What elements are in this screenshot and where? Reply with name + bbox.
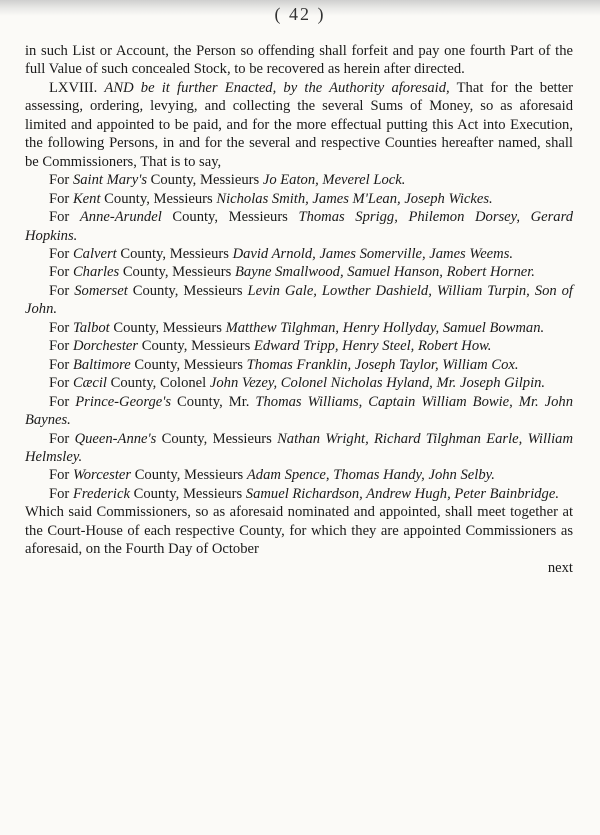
county-word: County,	[120, 245, 167, 262]
commissioner-list	[25, 171, 573, 503]
commissioner-title: Messieurs	[182, 485, 243, 502]
commissioner-entry	[25, 319, 573, 337]
commissioner-names: Jo Eaton, Meverel Lock.	[262, 172, 406, 189]
commissioner-title: Messieurs	[200, 172, 260, 189]
commissioner-entry	[25, 282, 573, 319]
commissioner-entry	[25, 337, 573, 355]
commissioner-title: Messieurs	[228, 209, 288, 226]
for-word: For	[49, 375, 70, 392]
county-word: County,	[110, 375, 157, 392]
for-word: For	[49, 282, 70, 299]
commissioner-title: Messieurs	[212, 430, 272, 447]
for-word: For	[49, 393, 70, 410]
commissioner-title: Messieurs	[162, 319, 222, 336]
commissioner-title: Messieurs	[172, 264, 232, 281]
section-paragraph	[25, 79, 573, 171]
county-word: County,	[172, 209, 219, 226]
county-word: County,	[122, 264, 169, 281]
county-name: Frederick	[72, 485, 130, 502]
page-number: ( 42 )	[274, 4, 326, 24]
commissioner-names: Matthew Tilghman, Henry Hollyday, Samuel Bowman.	[225, 319, 545, 336]
county-name: Cæcil	[72, 375, 107, 392]
county-word: County,	[134, 356, 181, 373]
county-word: County,	[132, 282, 179, 299]
for-word: For	[49, 485, 70, 502]
commissioner-entry	[25, 245, 573, 263]
commissioner-entry	[25, 171, 573, 189]
for-word: For	[49, 319, 70, 336]
for-word: For	[49, 172, 70, 189]
county-name: Somerset	[74, 282, 128, 299]
county-name: Talbot	[72, 319, 110, 336]
county-word: County,	[150, 172, 197, 189]
county-name: Worcester	[72, 467, 132, 484]
commissioner-names: Levin Gale, Lowther Dashield, William Turpin, Son of John.	[25, 282, 573, 318]
commissioner-title: Messieurs	[183, 282, 243, 299]
commissioner-title: Messieurs	[169, 245, 229, 262]
commissioner-title: Messieurs	[184, 467, 244, 484]
commissioner-entry	[25, 263, 573, 281]
commissioner-entry	[25, 374, 573, 392]
commissioner-names: Nathan Wright, Richard Tilghman Earle, William Helmsley.	[25, 430, 573, 465]
county-word: County,	[113, 319, 160, 336]
enacting-clause: AND be it further Enacted, by the Authority aforesaid,	[104, 79, 450, 96]
county-word: County,	[141, 338, 188, 355]
commissioner-names: Bayne Smallwood, Samuel Hanson, Robert Horner.	[235, 264, 535, 281]
document-page	[25, 42, 573, 577]
county-word: County,	[133, 485, 180, 502]
for-word: For	[49, 209, 70, 226]
commissioner-entry	[25, 430, 573, 467]
county-word: County,	[134, 467, 181, 484]
for-word: For	[49, 338, 70, 355]
for-word: For	[49, 356, 70, 373]
commissioner-title: Colonel	[160, 375, 207, 392]
county-word: County,	[161, 430, 208, 447]
commissioner-entry	[25, 485, 573, 503]
commissioner-names: Thomas Williams, Captain William Bowie, Mr. John Baynes.	[25, 393, 573, 429]
commissioner-names: Adam Spence, Thomas Handy, John Selby.	[246, 467, 495, 484]
commissioner-title: Messieurs	[153, 190, 213, 207]
commissioner-title: Messieurs	[183, 356, 243, 373]
closing-paragraph: Which said Commissioners, so as aforesaid nominated and appointed, shall meet together at the Court-House of each respective County, for which they are appointed Commissioners as aforesaid, on the Fourth Day of October	[25, 504, 573, 558]
commissioner-names: Edward Tripp, Henry Steel, Robert How.	[253, 338, 492, 355]
county-name: Saint Mary's	[72, 172, 147, 189]
commissioner-names: Thomas Franklin, Joseph Taylor, William Cox.	[246, 356, 519, 373]
county-name: Prince-George's	[75, 393, 172, 410]
commissioner-names: John Vezey, Colonel Nicholas Hyland, Mr. Joseph Gilpin.	[209, 375, 546, 392]
for-word: For	[49, 467, 70, 484]
commissioner-entry	[25, 393, 573, 430]
commissioner-names: Thomas Sprigg, Philemon Dorsey, Gerard Hopkins.	[25, 209, 574, 244]
county-name: Dorchester	[72, 338, 139, 355]
county-word: County,	[177, 393, 223, 410]
commissioner-entry	[25, 466, 573, 484]
for-word: For	[49, 430, 70, 447]
county-word: County,	[104, 190, 150, 207]
for-word: For	[49, 190, 70, 207]
for-word: For	[49, 245, 70, 262]
commissioner-title: Messieurs	[191, 338, 251, 355]
county-name: Queen-Anne's	[74, 430, 157, 447]
commissioner-entry	[25, 356, 573, 374]
commissioner-entry	[25, 208, 573, 245]
commissioner-names: Samuel Richardson, Andrew Hugh, Peter Bainbridge.	[245, 485, 559, 502]
for-word: For	[49, 264, 70, 281]
opening-paragraph: in such List or Account, the Person so offending shall forfeit and pay one fourth Part of the full Value of such concealed Stock, to be recovered as herein after directed.	[25, 43, 573, 78]
county-name: Kent	[72, 190, 101, 207]
section-number: LXVIII.	[49, 79, 98, 96]
county-name: Calvert	[72, 245, 117, 262]
county-name: Baltimore	[72, 356, 131, 373]
commissioner-names: Nicholas Smith, James M'Lean, Joseph Wickes.	[216, 190, 493, 207]
commissioner-names: David Arnold, James Somerville, James Weems.	[232, 245, 514, 262]
section-text: That for the better assessing, ordering, levying, and collecting the several Sums of Money, so as aforesaid limited and appointed to be paid, and for the more effectual putting this Act into Execution, the following Persons, in and for the several and respective Counties hereafter named, shall be Commissioners, That is to say,	[25, 79, 573, 170]
county-name: Anne-Arundel	[79, 209, 162, 226]
catchword: next	[547, 559, 573, 576]
county-name: Charles	[72, 264, 120, 281]
commissioner-entry	[25, 190, 573, 208]
commissioner-title: Mr.	[228, 393, 250, 410]
